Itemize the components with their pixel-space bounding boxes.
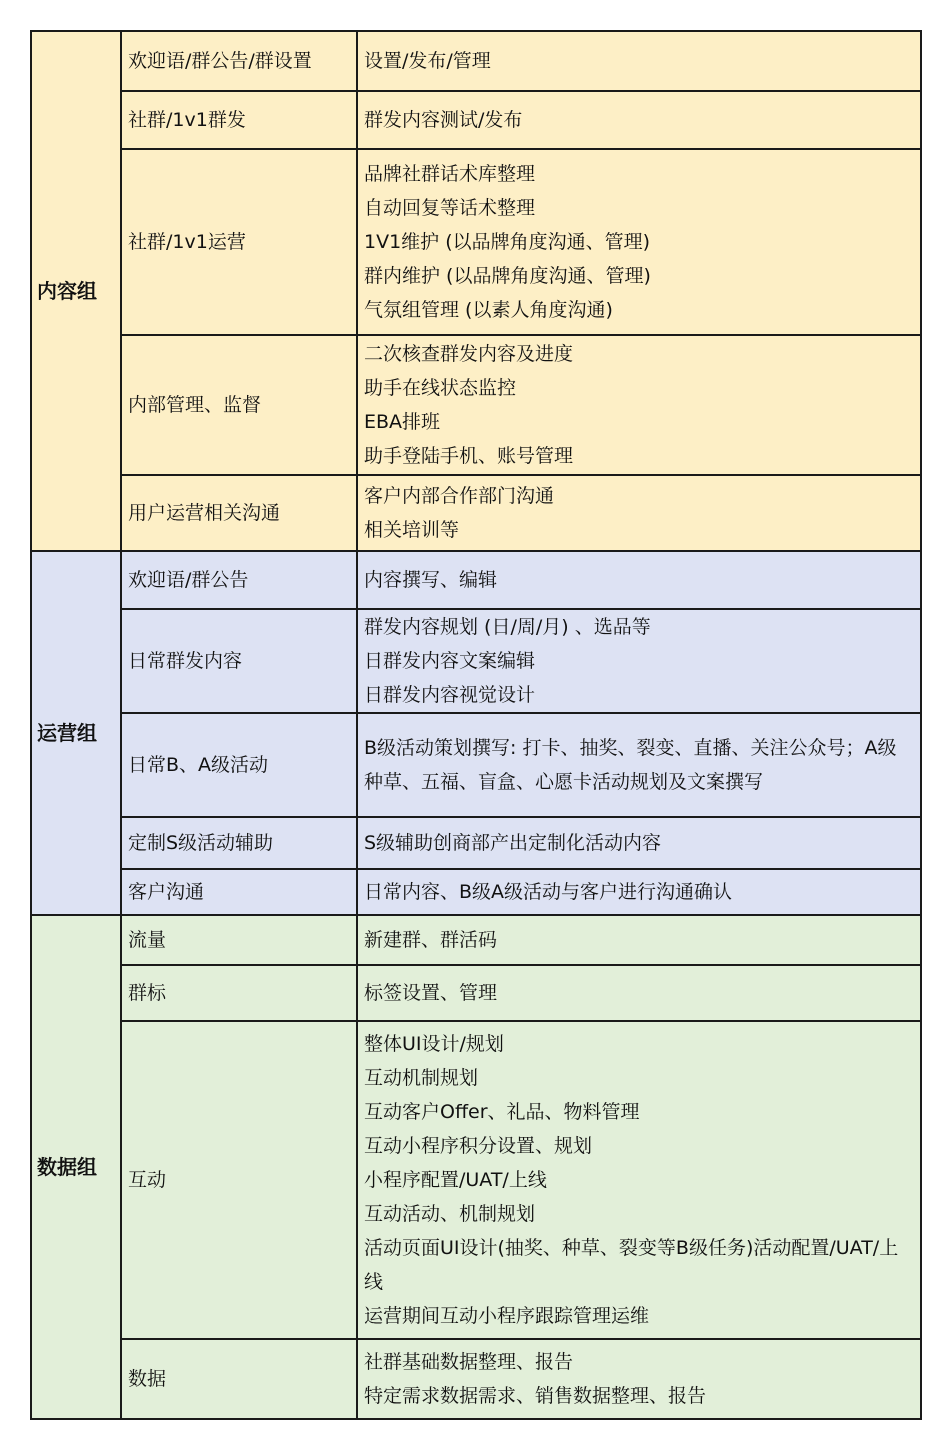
- task-cell: 群标: [121, 965, 357, 1021]
- detail-line: S级辅助创商部产出定制化活动内容: [364, 832, 662, 854]
- task-cell: 流量: [121, 915, 357, 965]
- table-row: [31, 31, 921, 91]
- detail-line: 群内维护 (以品牌角度沟通、管理): [364, 265, 651, 287]
- detail-line: 品牌社群话术库整理: [364, 163, 536, 185]
- group-name-cell: 数据组: [31, 915, 121, 1419]
- table-row: [31, 609, 921, 713]
- details-cell: [357, 149, 921, 335]
- details-cell: [357, 1339, 921, 1419]
- detail-line: 特定需求数据需求、销售数据整理、报告: [364, 1385, 707, 1407]
- responsibility-table: [30, 30, 922, 1420]
- table-row: [31, 149, 921, 335]
- detail-line: 活动页面UI设计(抽奖、种草、裂变等B级任务)活动配置/UAT/上线: [364, 1237, 899, 1293]
- task-cell: 欢迎语/群公告: [121, 551, 357, 609]
- details-cell: [357, 335, 921, 475]
- detail-line: 内容撰写、编辑: [364, 569, 498, 591]
- detail-line: 日群发内容文案编辑: [364, 650, 536, 672]
- detail-line: 互动机制规划: [364, 1067, 479, 1089]
- detail-line: 互动客户Offer、礼品、物料管理: [364, 1101, 640, 1123]
- task-cell: 日常B、A级活动: [121, 713, 357, 817]
- detail-line: 整体UI设计/规划: [364, 1033, 504, 1055]
- table-row: [31, 551, 921, 609]
- table-row: [31, 1339, 921, 1419]
- detail-line: 助手登陆手机、账号管理: [364, 445, 574, 467]
- details-cell: [357, 91, 921, 149]
- details-cell: [357, 475, 921, 551]
- detail-line: 社群基础数据整理、报告: [364, 1351, 574, 1373]
- detail-line: 设置/发布/管理: [364, 50, 491, 72]
- table-row: [31, 335, 921, 475]
- table-row: [31, 915, 921, 965]
- task-cell: 社群/1v1运营: [121, 149, 357, 335]
- table-body: [31, 31, 921, 1419]
- group-name-cell: 内容组: [31, 31, 121, 551]
- table-row: [31, 965, 921, 1021]
- detail-line: 群发内容测试/发布: [364, 109, 523, 131]
- detail-line: 日常内容、B级A级活动与客户进行沟通确认: [364, 881, 733, 903]
- task-cell: 欢迎语/群公告/群设置: [121, 31, 357, 91]
- detail-line: 日群发内容视觉设计: [364, 684, 536, 706]
- task-cell: 日常群发内容: [121, 609, 357, 713]
- task-cell: 内部管理、监督: [121, 335, 357, 475]
- detail-line: 互动活动、机制规划: [364, 1203, 536, 1225]
- table-row: [31, 817, 921, 869]
- detail-line: 二次核查群发内容及进度: [364, 343, 574, 365]
- detail-line: 新建群、群活码: [364, 929, 498, 951]
- table-row: [31, 91, 921, 149]
- table-row: [31, 1021, 921, 1339]
- table-row: [31, 713, 921, 817]
- detail-line: 群发内容规划 (日/周/月) 、选品等: [364, 616, 651, 638]
- task-cell: 定制S级活动辅助: [121, 817, 357, 869]
- detail-line: 1V1维护 (以品牌角度沟通、管理): [364, 231, 651, 253]
- detail-line: B级活动策划撰写: 打卡、抽奖、裂变、直播、关注公众号；A级种草、五福、盲盒、心愿卡活动规划及文案撰写: [364, 737, 897, 793]
- detail-line: 标签设置、管理: [364, 982, 498, 1004]
- detail-line: 气氛组管理 (以素人角度沟通): [364, 299, 613, 321]
- detail-line: 小程序配置/UAT/上线: [364, 1169, 547, 1191]
- detail-line: 自动回复等话术整理: [364, 197, 536, 219]
- table-row: [31, 869, 921, 915]
- detail-line: 相关培训等: [364, 519, 460, 541]
- detail-line: 助手在线状态监控: [364, 377, 517, 399]
- detail-line: 互动小程序积分设置、规划: [364, 1135, 593, 1157]
- details-cell: [357, 31, 921, 91]
- task-cell: 数据: [121, 1339, 357, 1419]
- details-cell: [357, 551, 921, 609]
- table-row: [31, 475, 921, 551]
- details-cell: [357, 817, 921, 869]
- task-cell: 互动: [121, 1021, 357, 1339]
- details-cell: [357, 965, 921, 1021]
- details-cell: [357, 609, 921, 713]
- detail-line: EBA排班: [364, 411, 441, 433]
- task-cell: 客户沟通: [121, 869, 357, 915]
- detail-line: 运营期间互动小程序跟踪管理运维: [364, 1305, 650, 1327]
- detail-line: 客户内部合作部门沟通: [364, 485, 555, 507]
- details-cell: [357, 869, 921, 915]
- details-cell: [357, 713, 921, 817]
- group-name-cell: 运营组: [31, 551, 121, 915]
- task-cell: 社群/1v1群发: [121, 91, 357, 149]
- details-cell: [357, 1021, 921, 1339]
- task-cell: 用户运营相关沟通: [121, 475, 357, 551]
- details-cell: [357, 915, 921, 965]
